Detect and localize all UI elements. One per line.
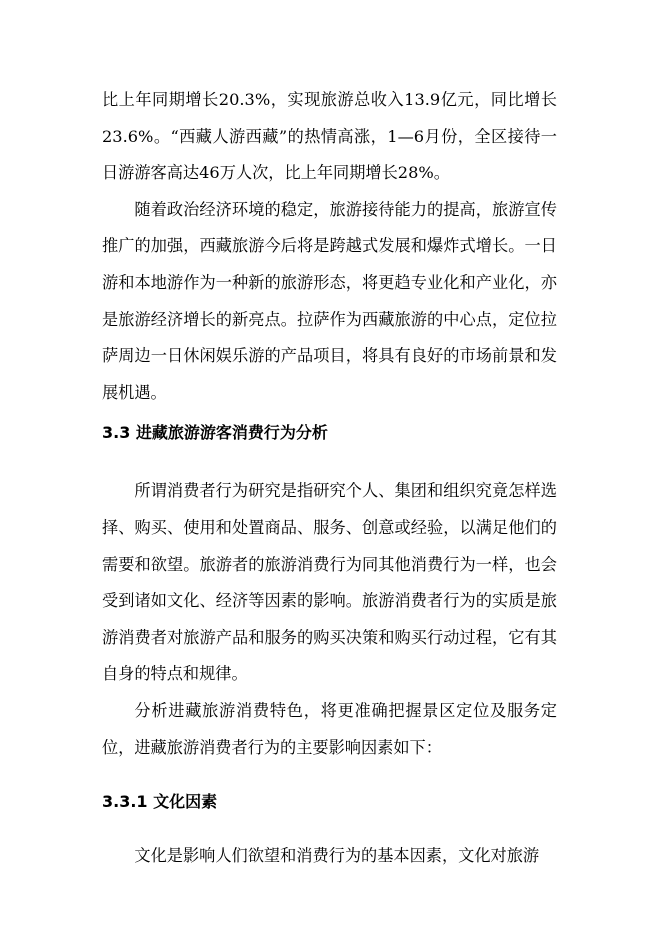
paragraph-influencing-factors: 分析进藏旅游消费特色，将更准确把握景区定位及服务定位，进藏旅游消费者行为的主要影响因素如下：: [102, 700, 557, 757]
section-heading-3-3-1: 3.3.1 文化因素: [102, 792, 218, 812]
paragraph-cultural-factors: 文化是影响人们欲望和消费行为的基本因素，文化对旅游: [134, 846, 540, 866]
section-heading-3-3: 3.3 进藏旅游游客消费行为分析: [102, 423, 328, 443]
paragraph-tourism-outlook: 随着政治经济环境的稳定，旅游接待能力的提高，旅游宣传推广的加强，西藏旅游今后将是跨越式发展和爆炸式增长。一日游和本地游作为一种新的旅游形态，将更趋专业化和产业化，亦是旅游经济增长的新亮点。拉萨作为西藏旅游的中心点，定位拉萨周边一日休闲娱乐游的产品项目，将具有良好的市场前景和发展机遇。: [102, 199, 557, 402]
paragraph-tourism-revenue: 比上年同期增长20.3%，实现旅游总收入13.9亿元，同比增长23.6%。“西藏人游西藏”的热情高涨，1—6月份，全区接待一日游游客高达46万人次，比上年同期增长28%。: [102, 90, 557, 183]
paragraph-consumer-behavior: 所谓消费者行为研究是指研究个人、集团和组织究竟怎样选择、购买、使用和处置商品、服务、创意或经验，以满足他们的需要和欲望。旅游者的旅游消费行为同其他消费行为一样，也会受到诸如文化、经济等因素的影响。旅游消费者行为的实质是旅游消费者对旅游产品和服务的购买决策和购买行动过程，它有其自身的特点和规律。: [102, 481, 557, 684]
document-body: [102, 82, 557, 875]
